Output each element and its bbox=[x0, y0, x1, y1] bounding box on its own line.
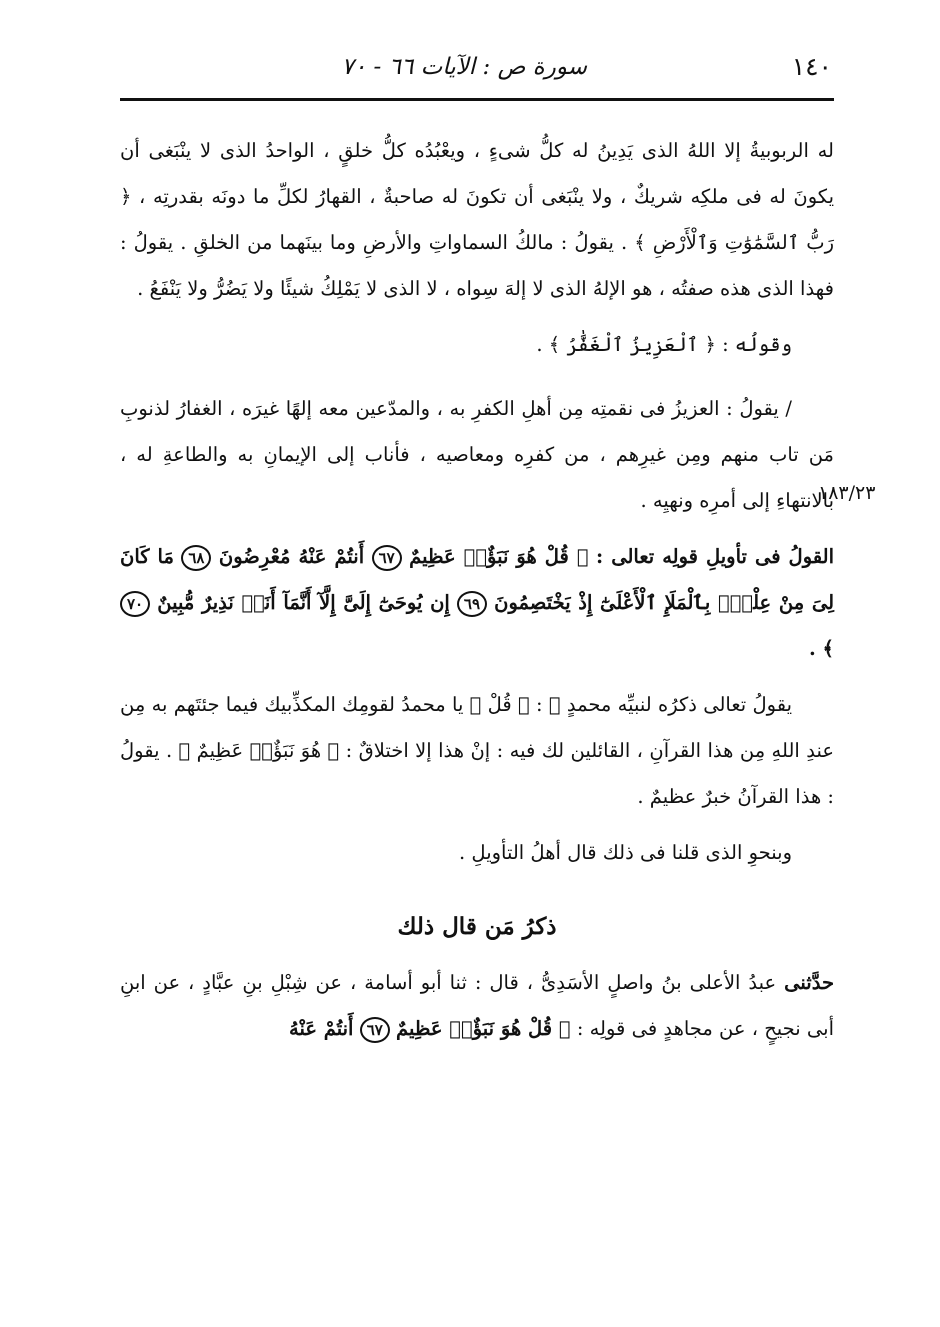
paragraph-6: وبنحوِ الذى قلنا فى ذلك قال أهلُ التأويلِ . bbox=[459, 841, 792, 864]
narration-text: عبدُ الأعلى بنُ واصلٍ الأسَدِىُّ ، قال : ثنا أبو أسامة ، عن شِبْلِ بنِ عبَّادٍ ، عن ابنِ أبى نجيحٍ ، عن مجاهدٍ فى قولِه : bbox=[120, 971, 834, 1040]
paragraph-1: له الربوبيةُ إلا اللهُ الذى يَدِينُ له كلُّ شىءٍ ، ويعْبُدُه كلُّ خلقٍ ، الواحدُ الذى لا ينْبَغى أن يكونَ له فى ملكِه شريكٌ ، ولا ينْبَغى أن تكونَ له صاحبةٌ ، القهارُ لكلِّ ما دونَه بقدرتِه ، ﴿ رَبُّ ٱلسَّمَٰوَٰتِ وَٱلْأَرْضِ ﴾ . يقولُ : مالكُ السماواتِ والأرضِ وما بينَهما من الخلقِ . يقولُ : فهذا الذى هذه صفتُه ، هو الإلهُ الذى لا إلهَ سِواه ، لا الذى لا يَمْلِكُ شيئًا ولا يَضُرُّ ولا يَنْفَعُ . bbox=[120, 139, 834, 300]
running-header bbox=[120, 52, 832, 92]
narration-lead: حدَّثنى bbox=[784, 971, 834, 994]
paragraph-2: وقولُه : ﴿ ٱلْعَزِيزُ ٱلْغَفَّٰرُ ﴾ . bbox=[536, 333, 792, 356]
paragraph-7 bbox=[120, 960, 834, 1052]
verse-number-marker: ٦٧ bbox=[372, 545, 402, 571]
header-rule bbox=[120, 98, 834, 101]
quran-quote: ﴿ قُلْ هُوَ نَبَؤٌا۟ عَظِيمٌ bbox=[396, 1017, 571, 1040]
quran-quote: أَنتُمْ عَنْهُ مُعْرِضُونَ bbox=[218, 545, 365, 568]
paragraph-4 bbox=[120, 534, 834, 672]
quran-quote: إِن يُوحَىٰٓ إِلَىَّ إِلَّآ أَنَّمَآ أَنَا۠ نَذِيرٌ مُّبِينٌ bbox=[157, 591, 450, 614]
verse-number-marker: ٧٠ bbox=[120, 591, 150, 617]
verse-number-marker: ٦٧ bbox=[360, 1017, 390, 1043]
section-heading: ذكرُ مَن قال ذلك bbox=[397, 913, 557, 940]
quran-quote-end: ﴾ . bbox=[808, 637, 834, 660]
body-text bbox=[120, 128, 834, 1052]
quran-quote: مَا كَانَ لِىَ مِنْ عِلْمٍۭ بِٱلْمَلَإِ ٱلْأَعْلَىٰٓ إِذْ يَخْتَصِمُونَ bbox=[120, 545, 835, 614]
verse-number-marker: ٦٩ bbox=[457, 591, 487, 617]
page-number: ١٤٠ bbox=[791, 52, 832, 81]
section-lead: القولُ فى تأويلِ قولِه تعالى : bbox=[596, 545, 835, 568]
quran-quote: أَنتُمْ عَنْهُ bbox=[289, 1017, 354, 1040]
paragraph-3: / يقولُ : العزيزُ فى نقمتِه مِن أهلِ الكفرِ به ، والمدّعين معه إلهًا غيرَه ، الغفارُ لذنوبِ مَن تاب منهم ومِن غيرِهم ، من كفرِه ومعاصيه ، فأناب إلى الإيمانِ به والطاعةِ له ، بالانتهاءِ إلى أمرِه ونهيِه . bbox=[120, 397, 834, 512]
margin-reference: ١٨٣/٢٣ bbox=[818, 482, 876, 504]
verse-number-marker: ٦٨ bbox=[181, 545, 211, 571]
quran-quote: ﴿ قُلْ هُوَ نَبَؤٌا۟ عَظِيمٌ bbox=[409, 545, 589, 568]
paragraph-5: يقولُ تعالى ذكرُه لنبيِّه محمدٍ ﷺ : ﴿ قُلْ ﴾ يا محمدُ لقومِك المكذِّبيك فيما جئتَهم به مِن عندِ اللهِ مِن هذا القرآنِ ، القائلين لك فيه : إنْ هذا إلا اختلاقٌ : ﴿ هُوَ نَبَؤٌا۟ عَظِيمٌ ﴾ . يقولُ : هذا القرآنُ خبرٌ عظيمٌ . bbox=[120, 693, 834, 808]
running-title: سورة ص : الآيات ٦٦ - ٧٠ bbox=[341, 54, 587, 80]
